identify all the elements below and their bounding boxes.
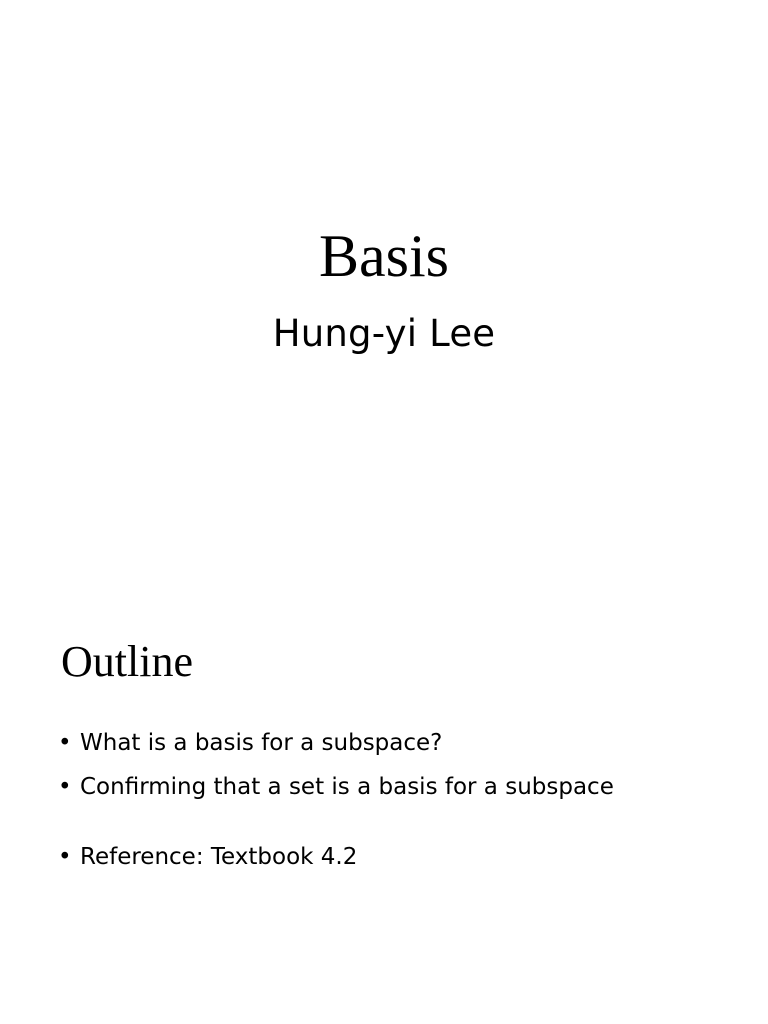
bullet-text: Reference: Textbook 4.2 [80,844,358,870]
bullet-item [58,732,614,760]
bullet-text: Confirming that a set is a basis for a subspace [80,774,614,800]
author-name: Hung-yi Lee [272,312,496,355]
outline-slide [0,512,768,1024]
bullet-icon: • [58,774,72,800]
bullet-text: What is a basis for a subspace? [80,730,443,756]
bullet-icon: • [58,730,72,756]
outline-bullet-list [58,732,614,890]
outline-title: Outline [61,637,193,686]
slide-title: Basis [318,223,450,289]
bullet-item [58,846,614,874]
bullet-icon: • [58,844,72,870]
bullet-item [58,776,614,804]
